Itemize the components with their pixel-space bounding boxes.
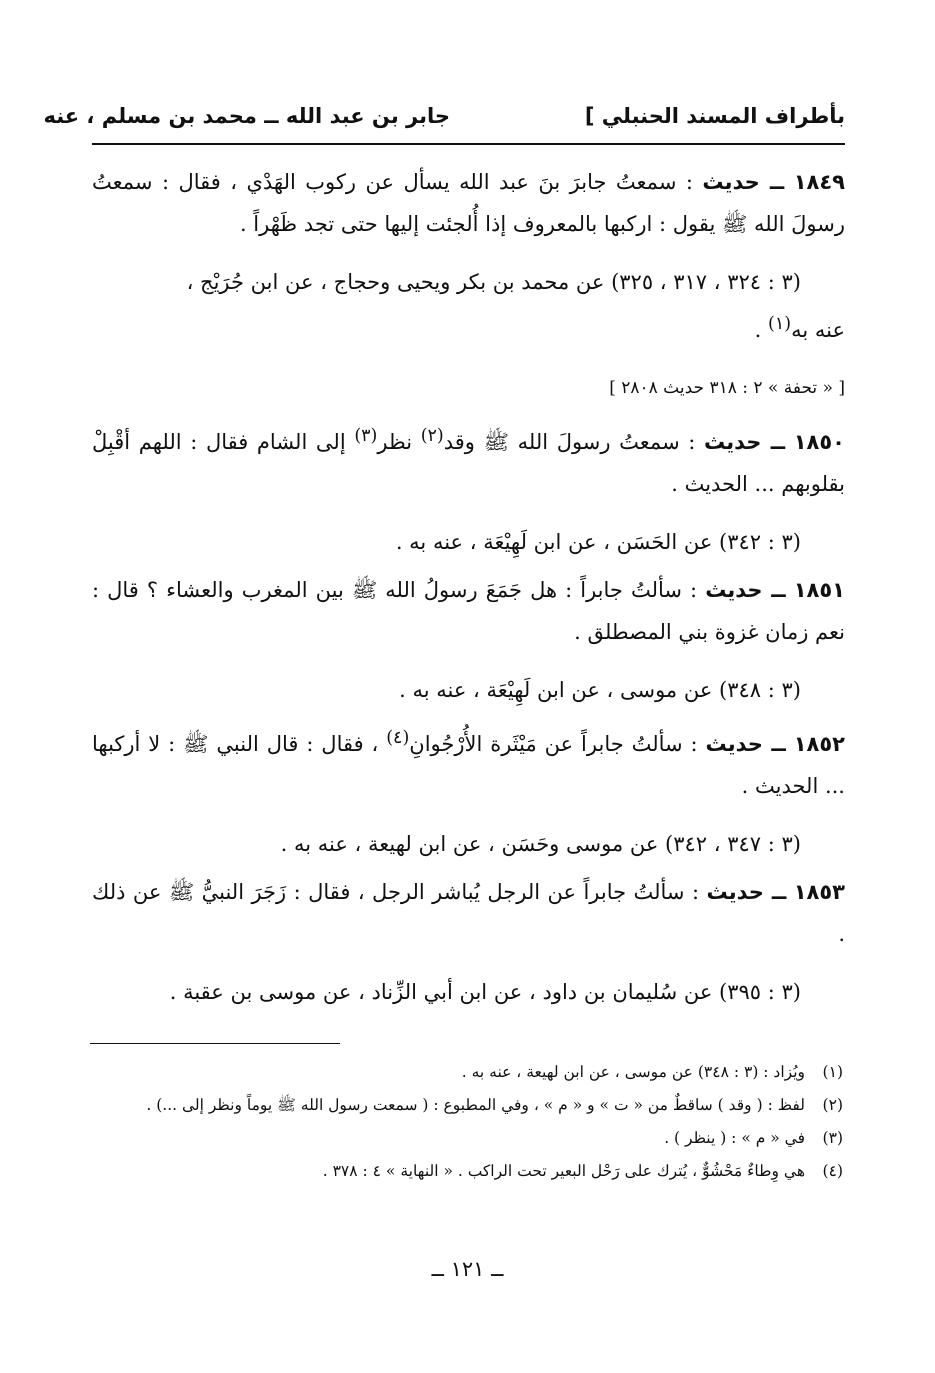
footnote-number: (٢)	[822, 1096, 843, 1114]
page-number: ــ ١٢١ ــ	[431, 1257, 504, 1281]
hadith-source: (٣ : ٣٩٥) عن سُليمان بن داود ، عن ابن أبي الزِّناد ، عن موسى بن عقبة .	[169, 980, 801, 1004]
header-book-title: بأطراف المسند الحنبلي ]	[584, 104, 845, 128]
hadith-source: (٣ : ٣٤٨) عن موسى ، عن ابن لَهِيْعَة ، عنه به .	[399, 678, 801, 702]
hadith-1852	[92, 717, 845, 807]
footnote-mark: (٢)	[420, 426, 444, 446]
source-end: .	[754, 318, 769, 342]
hadith-source-continued	[92, 303, 845, 351]
footnote-number: (٣)	[822, 1129, 843, 1147]
footnote-3	[92, 1122, 843, 1155]
hadith-keyword: ــ حديث	[706, 880, 787, 904]
hadith-source: (٣ : ٣٤٧ ، ٣٤٢) عن موسى وحَسَن ، عن ابن لهيعة ، عنه به .	[280, 832, 801, 856]
hadith-number: ١٨٥٠	[793, 430, 845, 454]
footnote-text: ويُزاد : (٣ : ٣٤٨) عن موسى ، عن ابن لهيعة ، عنه به .	[461, 1063, 805, 1081]
footnotes	[92, 1056, 843, 1188]
hadith-text: ، فقال : قال النبي ﷺ : لا أركبها ... الحديث .	[92, 732, 845, 798]
hadith-number: ١٨٥٣	[793, 880, 845, 904]
hadith-1851	[92, 569, 845, 653]
running-header	[43, 98, 845, 138]
footnote-text: هي وِطاءٌ مَحْشُوٌّ ، يُترك على رَحْل البعير تحت الراكب . « النهاية » ٤ : ٣٧٨ .	[322, 1162, 805, 1180]
footnote-4	[92, 1155, 843, 1188]
footnote-separator	[90, 1043, 340, 1044]
footnote-text: في « م » : ( ينظر ) .	[664, 1129, 805, 1147]
footnote-number: (٤)	[822, 1162, 843, 1180]
hadith-text: نظر	[377, 430, 421, 454]
hadith-1853	[92, 871, 845, 955]
footnote-mark: (٣)	[354, 426, 378, 446]
hadith-source: (٣ : ٣٢٤ ، ٣١٧ ، ٣٢٥) عن محمد بن بكر ويحيى وحجاج ، عن ابن جُرَيْج ،	[186, 270, 801, 294]
hadith-1849	[92, 161, 845, 245]
hadith-text: : سألتُ جابراً عن مَيْثَرة الأُرْجُوانِ	[409, 732, 706, 756]
header-chapter-title: جابر بن عبد الله ــ محمد بن مسلم ، عنه	[43, 104, 450, 128]
hadith-keyword: ــ حديث	[702, 170, 785, 194]
hadith-1850	[92, 415, 845, 505]
hadith-number: ١٨٥٢	[793, 732, 845, 756]
hadith-number: ١٨٤٩	[793, 170, 845, 194]
hadith-keyword: ــ حديث	[704, 430, 786, 454]
hadith-keyword: ــ حديث	[705, 578, 786, 602]
hadith-text: إلى الشام فقال : اللهم أقْبِلْ بقلوبهم ... الحديث .	[92, 430, 845, 496]
hadith-source: (٣ : ٣٤٢) عن الحَسَن ، عن ابن لَهِيْعَة ، عنه به .	[395, 530, 801, 554]
footnote-mark: (٤)	[386, 728, 410, 748]
hadith-number: ١٨٥١	[793, 578, 845, 602]
hadith-keyword: ــ حديث	[705, 732, 786, 756]
tuhfa-reference: [ « تحفة » ٢ : ٣١٨ حديث ٢٨٠٨ ]	[609, 378, 845, 398]
footnote-1	[92, 1056, 843, 1089]
source-text: عنه به	[791, 318, 845, 342]
footnote-number: (١)	[822, 1063, 843, 1081]
main-text	[92, 155, 845, 1013]
hadith-text: : سألتُ جابراً عن الرجل يُباشر الرجل ، فقال : زَجَرَ النبيُّ ﷺ عن ذلك .	[92, 880, 845, 946]
hadith-text: : سمعتُ رسولَ الله ﷺ وقد	[443, 430, 705, 454]
hadith-text: : سألتُ جابراً : هل جَمَعَ رسولُ الله ﷺ بين المغرب والعشاء ؟ قال : نعم زمان غزوة بني المصطلق .	[92, 578, 845, 644]
hadith-text: : سمعتُ جابرَ بنَ عبد الله يسأل عن ركوب الهَدْي ، فقال : سمعتُ رسولَ الله ﷺ يقول : اركبها بالمعروف إذا أُلجئت إليها حتى تجد ظَهْراً .	[92, 170, 845, 236]
footnote-text: لفظ : ( وقد ) ساقطٌ من « ت » و « م » ، وفي المطبوع : ( سمعت رسول الله ﷺ يوماً ونظر إلى ...) .	[146, 1096, 805, 1114]
footnote-mark: (١)	[768, 314, 792, 334]
header-rule	[92, 143, 845, 145]
footnote-2	[92, 1089, 843, 1122]
